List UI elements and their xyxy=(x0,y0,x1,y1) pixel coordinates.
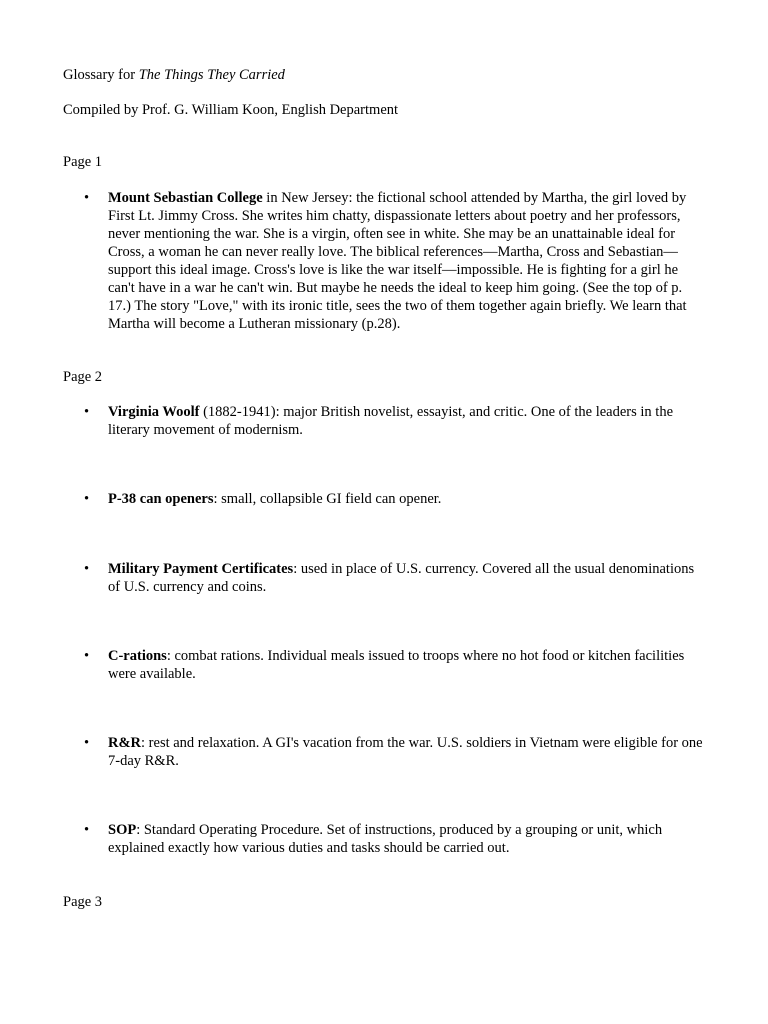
glossary-entry-p38-can-openers xyxy=(108,490,708,508)
page-heading-2: Page 2 xyxy=(63,369,103,385)
glossary-term: SOP xyxy=(108,822,137,838)
glossary-term: P-38 can openers xyxy=(108,491,214,507)
bullet-marker: • xyxy=(84,735,90,751)
glossary-definition: : rest and relaxation. A GI's vacation from the war. U.S. soldiers in Vietnam were eligible for one 7-day R&R. xyxy=(108,735,703,769)
glossary-term: R&R xyxy=(108,735,142,751)
glossary-entry-c-rations xyxy=(108,647,708,683)
glossary-entry-mount-sebastian-college xyxy=(108,189,708,333)
glossary-term: C-rations xyxy=(108,648,167,664)
bullet-marker: • xyxy=(84,648,90,664)
bullet-marker: • xyxy=(84,491,90,507)
glossary-definition: in New Jersey: the fictional school attended by Martha, the girl loved by First Lt. Jimmy Cross. She writes him chatty, dispassionate letters about poetry and her professors, never mentioning the war. She is a virgin, often see in white. She may be an unattainable ideal for Cross, a woman he can never really love. The biblical references—Martha, Cross and Sebastian—support this ideal image. Cross's love is like the war itself—impossible. He is fighting for a girl he can't have in a war he can't win. But maybe he needs the ideal to keep him going. (See the top of p. 17.) The story "Love," with its ironic title, sees the two of them together again briefly. We learn that Martha will become a Lutheran missionary (p.28). xyxy=(108,190,687,332)
glossary-entry-military-payment-certificates xyxy=(108,560,708,596)
glossary-definition: : used in place of U.S. currency. Covered all the usual denominations of U.S. currency and coins. xyxy=(108,561,695,595)
glossary-entry-virginia-woolf xyxy=(108,403,708,439)
page-heading-1: Page 1 xyxy=(63,154,103,170)
glossary-term: Virginia Woolf xyxy=(108,404,200,420)
glossary-definition: : Standard Operating Procedure. Set of instructions, produced by a grouping or unit, which explained exactly how various duties and tasks should be carried out. xyxy=(108,822,663,856)
glossary-term: Military Payment Certificates xyxy=(108,561,294,577)
book-title: The Things They Carried xyxy=(138,67,285,83)
glossary-definition: : small, collapsible GI field can opener. xyxy=(213,491,442,507)
compiler-line: Compiled by Prof. G. William Koon, English Department xyxy=(63,102,399,118)
bullet-marker: • xyxy=(84,190,90,206)
glossary-term: Mount Sebastian College xyxy=(108,190,263,206)
page-heading-3: Page 3 xyxy=(63,894,103,910)
document-title xyxy=(63,66,723,84)
glossary-definition: : combat rations. Individual meals issued to troops where no hot food or kitchen facilities were available. xyxy=(108,648,685,682)
bullet-marker: • xyxy=(84,404,90,420)
glossary-definition: (1882-1941): major British novelist, essayist, and critic. One of the leaders in the literary movement of modernism. xyxy=(108,404,674,438)
bullet-marker: • xyxy=(84,561,90,577)
glossary-entry-sop xyxy=(108,821,708,857)
bullet-marker: • xyxy=(84,822,90,838)
glossary-entry-r-and-r xyxy=(108,734,708,770)
title-prefix: Glossary for xyxy=(63,67,139,83)
